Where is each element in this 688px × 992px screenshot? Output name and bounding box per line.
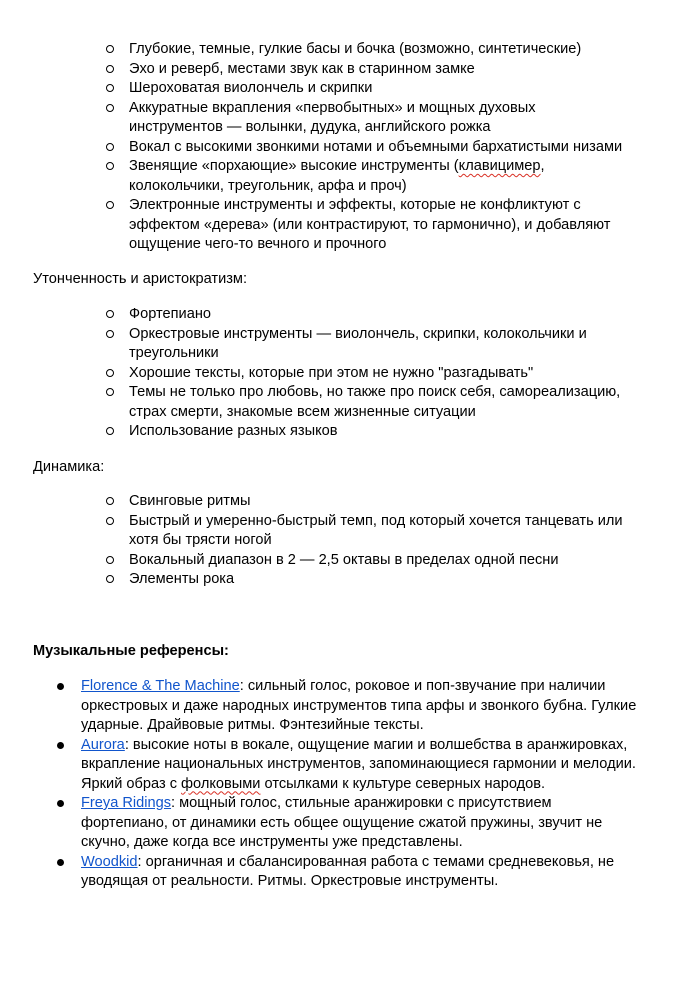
hollow-bullet-icon <box>106 84 114 92</box>
list-item-text: Быстрый и умеренно-быстрый темп, под который хочется танцевать или хотя бы трясти ногой <box>129 512 623 548</box>
reference-link[interactable]: Woodkid <box>81 853 138 870</box>
list-item <box>0 551 629 571</box>
hollow-bullet-icon <box>106 201 114 209</box>
list-item-text: Эхо и реверб, местами звук как в старинном замке <box>129 60 475 77</box>
list-item-text: Звенящие «порхающие» высокие инструменты (клавицимер, колокольчики, треугольник, арфа и проч) <box>129 158 545 194</box>
list-item <box>0 422 629 442</box>
reference-item <box>0 677 641 736</box>
list-item-text: Электронные инструменты и эффекты, которые не конфликтуют с эффектом «дерева» (или контрастируют, то гармонично), и добавляют ощущение чего-то вечного и прочного <box>129 197 611 252</box>
refinement-list <box>0 305 688 442</box>
hollow-bullet-icon <box>106 330 114 338</box>
list-item <box>0 383 629 422</box>
list-item-text: Вокал с высокими звонкими нотами и объемными бархатистыми низами <box>129 138 623 155</box>
list-item <box>0 60 629 80</box>
reference-item <box>0 853 641 892</box>
misspelled-word[interactable]: фолковыми <box>181 775 261 792</box>
hollow-bullet-icon <box>106 162 114 170</box>
hollow-bullet-icon <box>106 388 114 396</box>
hollow-bullet-icon <box>106 497 114 505</box>
list-item <box>0 570 629 590</box>
list-item-text: Глубокие, темные, гулкие басы и бочка (возможно, синтетические) <box>129 41 582 57</box>
list-item-text: Темы не только про любовь, но также про поиск себя, самореализацию, страх смерти, знакомые всем жизненные ситуации <box>129 384 621 420</box>
reference-text: Freya Ridings: мощный голос, стильные аранжировки с присутствием фортепиано, от динамики есть общее ощущение сжатой пружины, звучит не скучно, даже когда все инструменты уже представлены. <box>81 795 603 850</box>
hollow-bullet-icon <box>106 369 114 377</box>
filled-bullet-icon <box>57 683 64 690</box>
filled-bullet-icon <box>57 859 64 866</box>
list-item <box>0 364 629 384</box>
reference-text: Woodkid: органичная и сбалансированная работа с темами средневековья, не уводящая от реальности. Ритмы. Оркестровые инструменты. <box>81 853 615 889</box>
list-item <box>0 40 629 60</box>
hollow-bullet-icon <box>106 143 114 151</box>
references-heading: Музыкальные референсы: <box>33 643 229 659</box>
reference-text: Florence & The Machine: сильный голос, роковое и поп-звучание при наличии оркестровых и даже народных инструментов типа арфы и звонкого бубна. Гулкие ударные. Драйвовые ритмы. Фэнтезийные тексты. <box>81 678 637 733</box>
list-item-text: Шероховатая виолончель и скрипки <box>129 80 373 96</box>
list-item <box>0 157 629 196</box>
reference-link[interactable]: Aurora <box>81 736 125 753</box>
list-item <box>0 325 629 364</box>
list-item-text: Хорошие тексты, которые при этом не нужно "разгадывать" <box>129 364 534 381</box>
list-item-text: Вокальный диапазон в 2 — 2,5 октавы в пределах одной песни <box>129 551 559 568</box>
hollow-bullet-icon <box>106 104 114 112</box>
hollow-bullet-icon <box>106 517 114 525</box>
list-item-text: Аккуратные вкрапления «первобытных» и мощных духовых инструментов — волынки, дудука, английского рожка <box>129 99 536 135</box>
hollow-bullet-icon <box>106 575 114 583</box>
list-item <box>0 196 629 255</box>
filled-bullet-icon <box>57 800 64 807</box>
hollow-bullet-icon <box>106 427 114 435</box>
hollow-bullet-icon <box>106 556 114 564</box>
list-item-text: Фортепиано <box>129 306 211 322</box>
hollow-bullet-icon <box>106 65 114 73</box>
list-item <box>0 512 629 551</box>
list-item-text: Элементы рока <box>129 571 235 587</box>
reference-link[interactable]: Florence & The Machine <box>81 678 240 694</box>
section-title: Утонченность и аристократизм: <box>33 271 247 287</box>
misspelled-word[interactable]: клавицимер <box>458 158 541 174</box>
reference-link[interactable]: Freya Ridings <box>81 795 172 811</box>
list-item <box>0 138 629 158</box>
list-item-text: Оркестровые инструменты — виолончель, скрипки, колокольчики и треугольники <box>129 325 587 361</box>
references-list <box>0 677 688 892</box>
reference-item <box>0 794 641 853</box>
dynamics-list <box>0 492 688 590</box>
filled-bullet-icon <box>57 742 64 749</box>
list-item-text: Использование разных языков <box>129 423 338 439</box>
reference-text: Aurora: высокие ноты в вокале, ощущение магии и волшебства в аранжировках, вкрапление национальных инструментов, запоминающиеся гармонии и мелодии. Яркий образ с фолковыми отсылками к культуре северных народов. <box>81 736 636 792</box>
list-item <box>0 492 629 512</box>
section-title: Динамика: <box>33 459 105 475</box>
instruments-list <box>0 40 688 255</box>
hollow-bullet-icon <box>106 310 114 318</box>
list-item <box>0 99 629 138</box>
list-item <box>0 79 629 99</box>
reference-item <box>0 736 641 795</box>
hollow-bullet-icon <box>106 45 114 53</box>
list-item <box>0 305 629 325</box>
list-item-text: Свинговые ритмы <box>129 493 251 509</box>
